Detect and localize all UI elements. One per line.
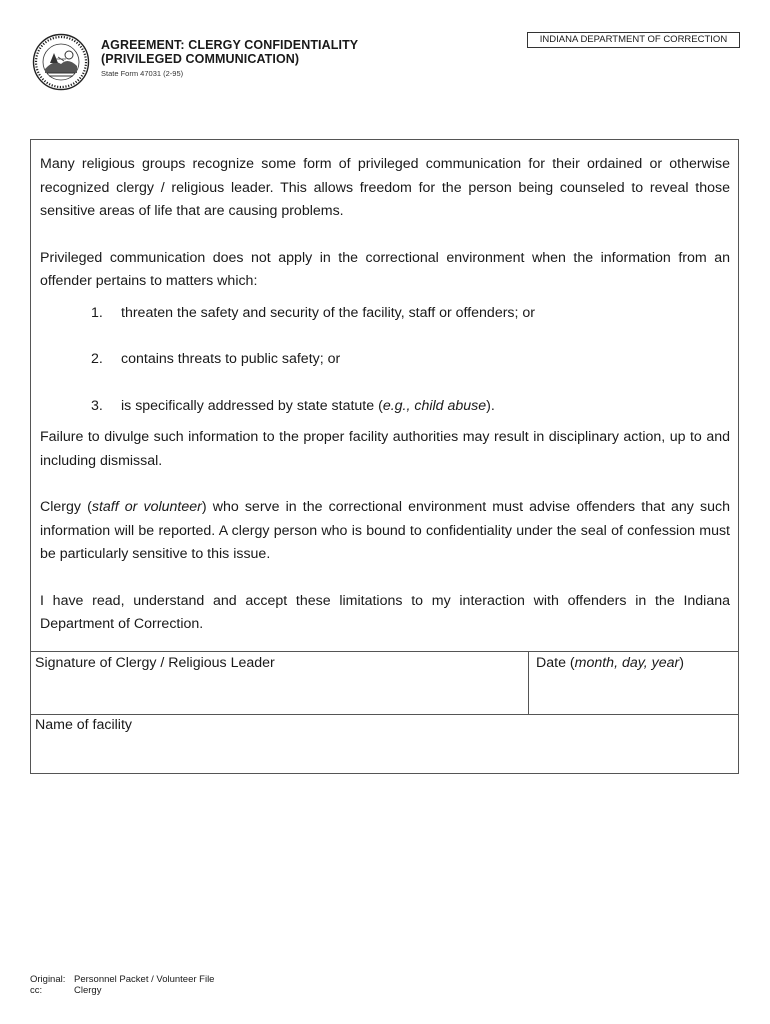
signature-row <box>31 651 738 715</box>
list-number: 3. <box>91 398 103 414</box>
date-field[interactable] <box>528 652 739 714</box>
list-item <box>91 395 495 419</box>
list-item <box>91 302 535 326</box>
state-seal-icon <box>32 33 90 91</box>
list-text-end: ). <box>486 398 495 414</box>
form-header <box>101 38 358 78</box>
signature-field[interactable]: Signature of Clergy / Religious Leader <box>35 655 275 671</box>
list-text: contains threats to public safety; or <box>121 351 341 367</box>
form-title-line1: AGREEMENT: CLERGY CONFIDENTIALITY <box>101 38 359 52</box>
list-number: 2. <box>91 351 103 367</box>
department-box: INDIANA DEPARTMENT OF CORRECTION <box>527 32 740 48</box>
agreement-text-lower <box>40 426 730 637</box>
form-number: State Form 47031 (2-95) <box>101 69 184 78</box>
list-number: 1. <box>91 305 103 321</box>
agreement-box <box>30 139 739 774</box>
paragraph-limits: Privileged communication does not apply in the correctional environment when the information from an offender pertains to matters which: <box>40 249 730 289</box>
list-item <box>91 348 340 372</box>
footer-original: Original: Personnel Packet / Volunteer File <box>30 974 215 985</box>
paragraph-acknowledgement: I have read, understand and accept these limitations to my interaction with offenders in the Indiana Department of Correction. <box>40 592 730 632</box>
paragraph-intro: Many religious groups recognize some form of privileged communication for their ordained or otherwise recognized clergy / religious leader. This allows freedom for the person being counseled to reveal those sensitive areas of life that are causing problems. <box>40 156 730 219</box>
agreement-text <box>40 153 730 294</box>
paragraph-failure: Failure to divulge such information to the proper facility authorities may result in disciplinary action, up to and including dismissal. <box>40 429 730 469</box>
list-text-italic: e.g., child abuse <box>382 398 487 414</box>
facility-field[interactable]: Name of facility <box>35 717 132 733</box>
form-title-line2: (PRIVILEGED COMMUNICATION) <box>101 52 300 66</box>
list-text: is specifically addressed by state statute ( <box>121 398 383 414</box>
footer-cc: cc: Clergy <box>30 985 102 996</box>
distribution-footer <box>30 974 214 996</box>
date-label: Date (month, day, year) <box>536 655 684 671</box>
paragraph-clergy: Clergy (staff or volunteer) who serve in the correctional environment must advise offenders that any such information will be reported. A clergy person who is bound to confidentiality under the seal of confession must be particularly sensitive to this issue. <box>40 499 730 562</box>
list-text: threaten the safety and security of the facility, staff or offenders; or <box>121 305 536 321</box>
